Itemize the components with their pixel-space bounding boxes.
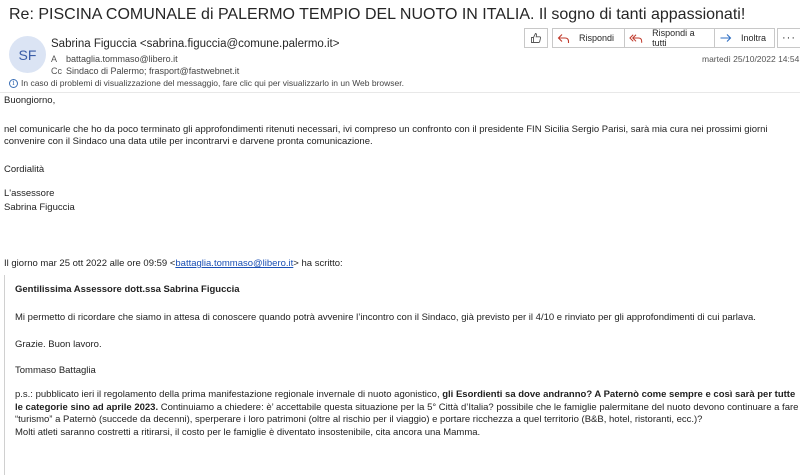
quote-sender-link[interactable]: battaglia.tommaso@libero.it bbox=[175, 258, 294, 269]
quoted-ps-rest: Continuiamo a chiedere: è’ accettabile questa situazione per la 5° Città d’Italia? possibile che le famiglie palermitane del nuoto devono continuare a fare “turismo” a Paternò (succede da decenni), sperperare i loro patrimoni (oltre al rischio per il viaggio) e portare ricchezza a quel territorio (B&B, hotel, ristoranti, ecc.)? bbox=[15, 401, 799, 426]
quoted-thanks: Grazie. Buon lavoro. bbox=[15, 339, 102, 350]
quoted-ps-start: p.s.: pubblicato ieri il regolamento della prima manifestazione regionale invernale di nuoto agonistico, bbox=[15, 389, 443, 400]
like-button[interactable] bbox=[524, 28, 548, 48]
message-datetime: martedì 25/10/2022 14:54 bbox=[702, 54, 800, 64]
reply-all-icon bbox=[629, 33, 643, 44]
reply-label: Rispondi bbox=[579, 33, 615, 43]
signature-role: L'assessore bbox=[4, 188, 55, 199]
body-paragraph-line-1: nel comunicarle che ho da poco terminato gli approfondimenti ritenuti necessari, ivi compreso un confronto con il presidente FIN Sicilia Sergio Parisi, sarà mia cura nei prossimi giorni bbox=[4, 124, 768, 135]
info-bar[interactable] bbox=[9, 78, 404, 88]
info-notice: In caso di problemi di visualizzazione del messaggio, fare clic qui per visualizzarlo in un Web browser. bbox=[21, 78, 404, 88]
forward-icon bbox=[719, 33, 732, 44]
quoted-salutation: Gentilissima Assessore dott.ssa Sabrina Figuccia bbox=[15, 284, 240, 295]
sender-address[interactable]: Sabrina Figuccia <sabrina.figuccia@comune.palermo.it> bbox=[51, 38, 340, 50]
body-paragraph-line-2: convenire con il Sindaco una data utile per incontrarvi e darvene pronta comunicazione. bbox=[4, 136, 373, 147]
quote-header-suffix: > ha scritto: bbox=[293, 258, 343, 269]
quoted-ps-bold: gli Esordienti sa dove andranno? A Paternò come sempre e così sarà per tutte le categorie sino ad aprile 2023. bbox=[15, 389, 796, 413]
to-recipients[interactable]: battaglia.tommaso@libero.it bbox=[66, 54, 178, 64]
cc-label: Cc bbox=[51, 66, 62, 76]
quote-header-prefix: Il giorno mar 25 ott 2022 alle ore 09:59 < bbox=[4, 258, 176, 269]
closing: Cordialità bbox=[4, 164, 45, 175]
thumbs-up-icon bbox=[530, 32, 542, 44]
to-row bbox=[51, 54, 178, 64]
reply-all-button[interactable] bbox=[624, 28, 715, 48]
sender-avatar: SF bbox=[9, 36, 46, 73]
to-label: A bbox=[51, 54, 58, 64]
header-divider bbox=[0, 92, 800, 93]
quoted-ps bbox=[15, 389, 799, 439]
reply-icon bbox=[557, 33, 570, 44]
quoted-name: Tommaso Battaglia bbox=[15, 365, 96, 376]
quote-header bbox=[4, 258, 343, 269]
reply-all-label: Rispondi a tutti bbox=[652, 28, 695, 48]
greeting: Buongiorno, bbox=[4, 95, 56, 106]
email-subject: Re: PISCINA COMUNALE di PALERMO TEMPIO DEL NUOTO IN ITALIA. Il sogno di tanti appassionati! bbox=[9, 6, 746, 23]
quoted-line-1: Mi permetto di ricordare che siamo in attesa di conoscere quando potrà avvenire l’incontro con il Sindaco, già previsto per il 4/10 e rinviato per gli approfondimenti di cui parlava. bbox=[15, 312, 756, 323]
info-icon: i bbox=[9, 79, 18, 88]
message-actions bbox=[525, 28, 800, 50]
forward-button[interactable] bbox=[714, 28, 775, 48]
more-actions-button[interactable]: ··· bbox=[777, 28, 800, 48]
quoted-message bbox=[4, 275, 800, 475]
cc-row bbox=[51, 66, 239, 76]
cc-recipients[interactable]: Sindaco di Palermo; frasport@fastwebnet.it bbox=[66, 66, 240, 76]
forward-label: Inoltra bbox=[741, 33, 767, 43]
reply-button[interactable] bbox=[552, 28, 625, 48]
quoted-ps-last: Molti atleti saranno costretti a ritirarsi, il costo per le famiglie è diventato insostenibile, cita ancora una Mamma. bbox=[15, 426, 481, 438]
signature-name: Sabrina Figuccia bbox=[4, 202, 75, 213]
